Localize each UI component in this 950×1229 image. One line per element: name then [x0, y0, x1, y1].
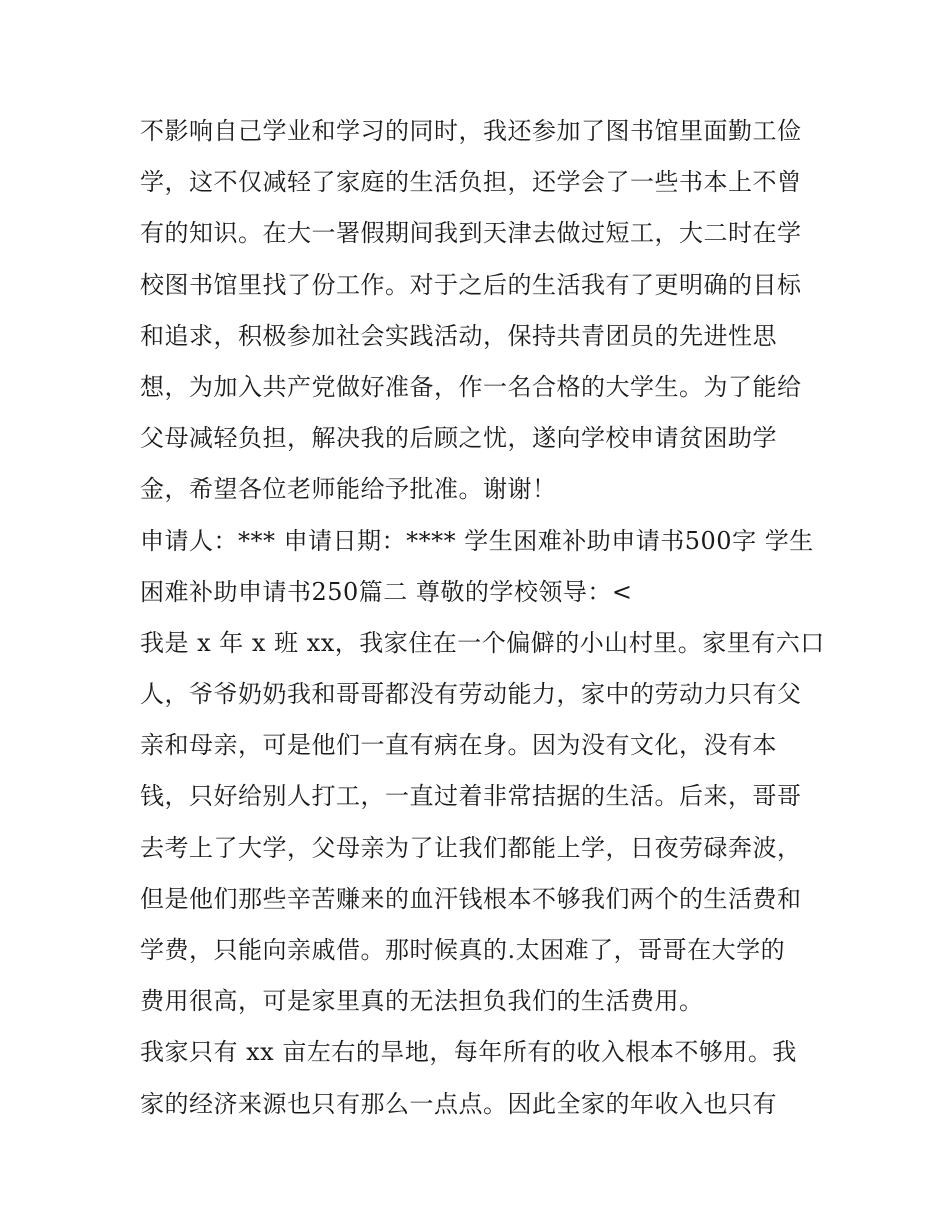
paragraph-family-income — [140, 1027, 820, 1129]
text-line: 困难补助申请书250篇二 尊敬的学校领导：< — [140, 577, 633, 606]
text-line: 和追求，积极参加社会实践活动，保持共青团员的先进性思 — [140, 321, 777, 350]
text-line: 学费，只能向亲戚借。那时候真的.太困难了，哥哥在大学的 — [140, 936, 786, 964]
text-line: 申请人：*** 申请日期：**** 学生困难补助申请书500字 学生 — [140, 526, 814, 555]
text-line: 费用很高，可是家里真的无法担负我们的生活费用。 — [140, 987, 704, 1016]
text-line: 我家只有 xx 亩左右的旱地，每年所有的收入根本不够用。我 — [140, 1038, 797, 1067]
text-line: 想，为加入共产党做好准备，作一名合格的大学生。为了能给 — [140, 372, 802, 401]
text-line: 钱，只好给别人打工，一直过着非常拮据的生活。后来，哥哥 — [140, 782, 802, 811]
text-line: 亲和母亲，可是他们一直有病在身。因为没有文化，没有本 — [140, 731, 777, 760]
paragraph-work-study — [140, 106, 820, 516]
text-line: 人，爷爷奶奶我和哥哥都没有劳动能力，家中的劳动力只有父 — [140, 680, 802, 709]
text-line: 金，希望各位老师能给予批准。谢谢！ — [140, 475, 557, 504]
document-body — [140, 106, 825, 1130]
text-line: 学，这不仅减轻了家庭的生活负担，还学会了一些书本上不曾 — [140, 168, 802, 197]
paragraph-applicant-info — [140, 516, 820, 618]
text-line: 我是 x 年 x 班 xx，我家住在一个偏僻的小山村里。家里有六口 — [140, 628, 825, 657]
text-line: 有的知识。在大一署假期间我到天津去做过短工，大二时在学 — [140, 219, 802, 248]
text-line: 不影响自己学业和学习的同时，我还参加了图书馆里面勤工俭 — [140, 117, 802, 145]
paragraph-family-situation — [140, 618, 825, 1028]
text-line: 校图书馆里找了份工作。对于之后的生活我有了更明确的目标 — [140, 270, 802, 299]
text-line: 家的经济来源也只有那么一点点。因此全家的年收入也只有 — [140, 1089, 777, 1118]
text-line: 父母减轻负担，解决我的后顾之忧，遂向学校申请贫困助学 — [140, 424, 777, 453]
text-line: 但是他们那些辛苦赚来的血汗钱根本不够我们两个的生活费和 — [140, 884, 802, 913]
text-line: 去考上了大学，父母亲为了让我们都能上学，日夜劳碌奔波， — [140, 833, 802, 862]
